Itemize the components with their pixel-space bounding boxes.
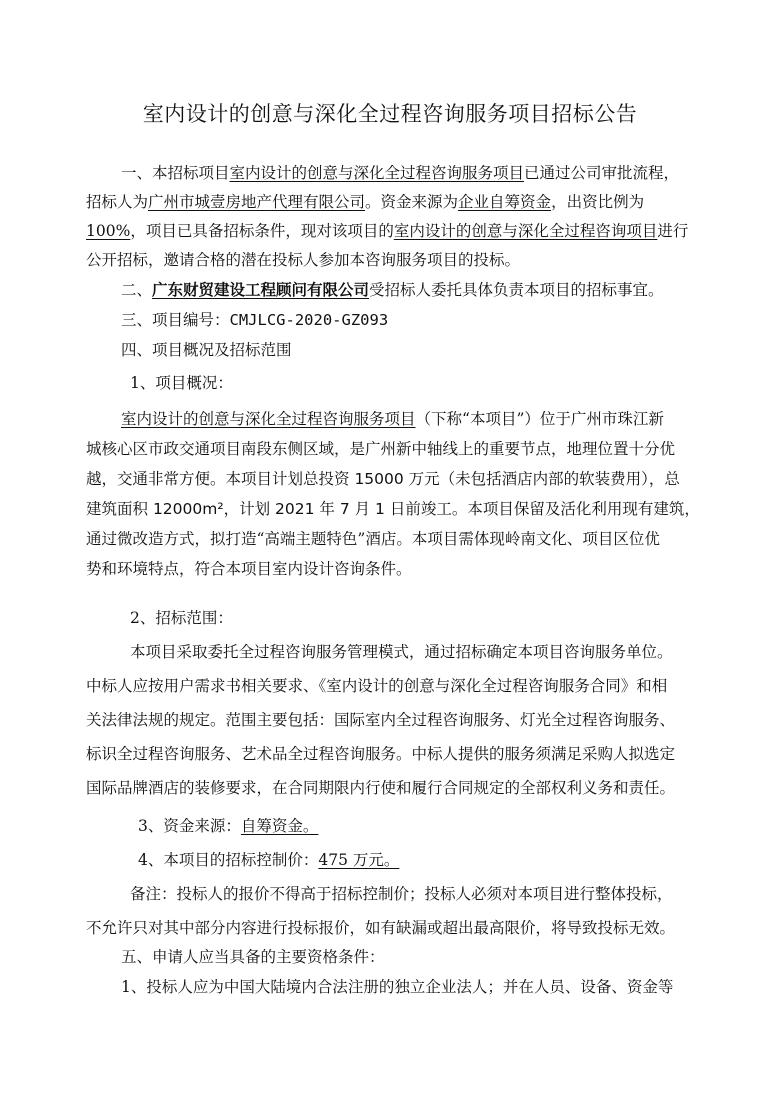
section-1-line-1: 一、本招标项目室内设计的创意与深化全过程咨询服务项目已通过公司审批流程， [121, 164, 680, 182]
floor-area: 12000m² [152, 500, 224, 518]
scope-line-4: 标识全过程咨询服务、艺术品全过程咨询服务。中标人提供的服务须满足采购人拟选定 [86, 745, 676, 763]
total-investment: 15000 [354, 470, 404, 488]
page-title: 室内设计的创意与深化全过程咨询服务项目招标公告 [142, 102, 638, 126]
control-price-line: 4、本项目的招标控制价：475 万元。 [138, 851, 400, 869]
section-4-heading: 四、项目概况及招标范围 [121, 341, 292, 359]
scope-line-5: 国际品牌酒店的装修要求，在合同期限内行使和履行合同规定的全部权利义务和责任。 [86, 779, 676, 797]
section-1-line-2: 招标人为广州市城壹房地产代理有限公司。资金来源为企业自筹资金，出资比例为 [86, 193, 645, 211]
overview-project-name: 室内设计的创意与深化全过程咨询服务项目 [121, 410, 416, 428]
overview-heading: 1、项目概况： [130, 374, 233, 392]
overview-line-4: 建筑面积 12000m²，计划 2021 年 7 月 1 日前竣工。本项目保留及活化利用现有建筑， [86, 500, 700, 518]
section-3-line: 三、项目编号：CMJLCG-2020-GZ093 [121, 311, 389, 329]
overview-line-2: 城核心区市政交通项目南段东侧区域，是广州新中轴线上的重要节点，地理位置十分优 [86, 440, 676, 458]
scope-line-2: 中标人应按用户需求书相关要求、《室内设计的创意与深化全过程咨询服务合同》和相 [86, 677, 668, 695]
funding-ratio: 100% [86, 222, 131, 240]
scope-line-1: 本项目采取委托全过程咨询服务管理模式，通过招标确定本项目咨询服务单位。 [130, 643, 673, 661]
scope-heading: 2、招标范围： [130, 609, 233, 627]
project-name: 室内设计的创意与深化全过程咨询服务项目 [229, 164, 525, 182]
overview-line-6: 势和环境特点，符合本项目室内设计咨询条件。 [86, 560, 412, 578]
funding-line: 3、资金来源：自筹资金。 [138, 817, 319, 835]
agent-name: 广东财贸建设工程顾问有限公司 [152, 281, 370, 299]
section-1-line-3: 100%，项目已具备招标条件，现对该项目的室内设计的创意与深化全过程咨询项目进行 [86, 222, 689, 240]
scope-line-3: 关法律法规的规定。范围主要包括：国际室内全过程咨询服务、灯光全过程咨询服务、 [86, 711, 676, 729]
section-1-line-4: 公开招标，邀请合格的潜在投标人参加本咨询服务项目的投标。 [86, 251, 521, 269]
note-line-2: 不允许只对其中部分内容进行投标报价，如有缺漏或超出最高限价，将导致投标无效。 [86, 919, 676, 937]
project-code: CMJLCG-2020-GZ093 [229, 311, 389, 329]
section-5-item-1: 1、投标人应为中国大陆境内合法注册的独立企业法人；并在人员、设备、资金等 [121, 978, 674, 996]
project-name-short: 室内设计的创意与深化全过程咨询项目 [393, 222, 658, 240]
section-5-heading: 五、申请人应当具备的主要资格条件： [121, 948, 385, 966]
control-price-value: 475 万元。 [318, 851, 400, 869]
overview-line-3: 越，交通非常方便。本项目计划总投资 15000 万元（未包括酒店内部的软装费用），总 [86, 470, 680, 488]
note-line-1: 备注：投标人的报价不得高于招标控制价；投标人必须对本项目进行整体投标， [130, 885, 673, 903]
overview-line-5: 通过微改造方式，拟打造“高端主题特色”酒店。本项目需体现岭南文化、项目区位优 [86, 530, 660, 548]
section-2-line: 二、广东财贸建设工程顾问有限公司受招标人委托具体负责本项目的招标事宜。 [121, 281, 664, 299]
tenderer-name: 广州市城壹房地产代理有限公司 [148, 193, 366, 211]
overview-line-1: 室内设计的创意与深化全过程咨询服务项目（下称“本项目”）位于广州市珠江新 [121, 410, 664, 428]
fund-source: 企业自筹资金 [458, 193, 552, 211]
funding-value: 自筹资金。 [240, 817, 319, 835]
